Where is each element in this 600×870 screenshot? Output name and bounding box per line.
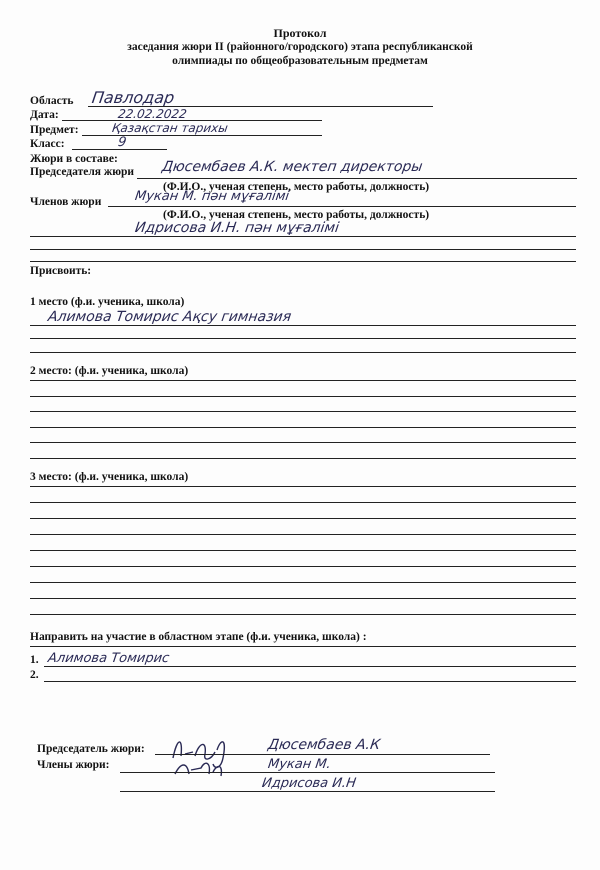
fio-caption-1: (Ф.И.О., ученая степень, место работы, должность)	[163, 181, 430, 193]
members-label: Членов жюри	[30, 196, 102, 208]
member1-value: Мукан М. пән мұғалімі	[133, 189, 291, 204]
chair-value: Дюсембаев А.К. мектеп директоры	[160, 159, 424, 175]
date-value: 22.02.2022	[117, 107, 188, 121]
jury-label: Жюри в составе:	[30, 153, 118, 165]
place3-line	[30, 502, 576, 503]
grade-label: Класс:	[30, 138, 65, 150]
regional-line	[44, 666, 576, 667]
regional-item1-num: 1.	[30, 654, 39, 666]
place1-line	[30, 338, 576, 339]
place1-label: 1 место (ф.и. ученика, школа)	[30, 296, 185, 308]
header-line-2: олимпиады по общеобразовательным предметам	[172, 55, 428, 67]
place1-value: Алимова Томирис Ақсу гимназия	[46, 309, 293, 325]
sign-chair-label: Председатель жюри:	[37, 743, 145, 755]
subject-label: Предмет:	[30, 124, 79, 136]
place1-line	[30, 352, 576, 353]
regional-line	[44, 681, 576, 682]
sign-member1-line	[120, 772, 495, 773]
place3-line	[30, 566, 576, 567]
place3-line	[30, 518, 576, 519]
regional-line	[30, 646, 576, 647]
subject-value: Қазақстан тарихы	[111, 121, 229, 135]
member1-line	[108, 206, 576, 207]
blank-line	[30, 261, 576, 262]
place3-line	[30, 582, 576, 583]
place3-line	[30, 534, 576, 535]
place2-line	[30, 427, 576, 428]
grade-line	[72, 149, 167, 150]
sign-members-label: Члены жюри:	[37, 759, 110, 771]
regional-label: Направить на участие в областном этапе (ф.и. ученика, школа) :	[30, 631, 367, 643]
place2-line	[30, 458, 576, 459]
sign-chair-name: Дюсембаев А.К	[266, 737, 382, 753]
date-label: Дата:	[30, 109, 59, 121]
regional-item2-num: 2.	[30, 669, 39, 681]
place3-line	[30, 550, 576, 551]
sign-member1-name: Мукан М.	[266, 757, 332, 772]
place2-line	[30, 380, 576, 381]
regional-item1-value: Алимова Томирис	[46, 651, 171, 666]
place2-line	[30, 411, 576, 412]
header-line-1: заседания жюри II (районного/городского) этапа республиканской	[127, 41, 473, 53]
place1-line	[30, 325, 576, 326]
place3-label: 3 место: (ф.и. ученика, школа)	[30, 471, 189, 483]
chair-label: Председателя жюри	[30, 166, 135, 178]
member2-value: Идрисова И.Н. пән мұғалімі	[133, 220, 341, 236]
sign-member2-line	[120, 791, 495, 792]
chair-line	[137, 178, 577, 179]
place2-line	[30, 396, 576, 397]
chair-signature-icon	[165, 728, 245, 788]
place2-label: 2 место: (ф.и. ученика, школа)	[30, 365, 189, 377]
document-title: Протокол	[273, 26, 327, 40]
sign-chair-line	[155, 754, 490, 755]
oblast-value: Павлодар	[90, 88, 176, 107]
member2-line	[30, 236, 576, 237]
place3-line	[30, 614, 576, 615]
assign-label: Присвоить:	[30, 265, 92, 277]
place2-line	[30, 442, 576, 443]
place3-line	[30, 598, 576, 599]
blank-line	[30, 249, 576, 250]
grade-value: 9	[116, 135, 128, 150]
oblast-label: Область	[30, 95, 74, 107]
place3-line	[30, 486, 576, 487]
fio-caption-2: (Ф.И.О., ученая степень, место работы, должность)	[163, 209, 430, 221]
sign-member2-name: Идрисова И.Н	[260, 776, 357, 791]
